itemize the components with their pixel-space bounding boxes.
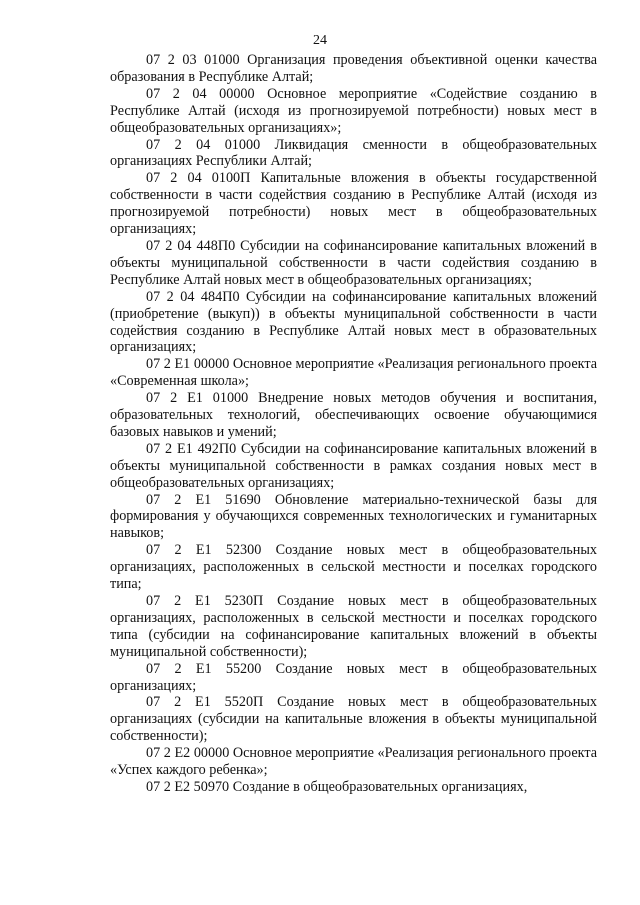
page-number: 24 — [313, 33, 327, 48]
paragraph: 07 2 04 00000 Основное мероприятие «Содействие созданию в Республике Алтай (исходя из прогнозируемой потребности) новых мест в общеобразовательных организациях»; — [110, 85, 597, 136]
paragraph: 07 2 E1 5520П Создание новых мест в общеобразовательных организациях (субсидии на капитальные вложения в объекты муниципальной собственности); — [110, 694, 597, 745]
paragraph: 07 2 04 0100П Капитальные вложения в объекты государственной собственности в части содействия созданию в Республике Алтай (исходя из прогнозируемой потребности) новых мест в общеобразовательных организациях; — [110, 170, 597, 238]
paragraph: 07 2 E1 51690 Обновление материально-технической базы для формирования у обучающихся современных технологических и гуманитарных навыков; — [110, 491, 597, 542]
paragraph: 07 2 E1 5230П Создание новых мест в общеобразовательных организациях, расположенных в сельской местности и поселках городского типа (субсидии на софинансирование капитальных вложений в объекты муниципальной собственности); — [110, 593, 597, 660]
paragraph: 07 2 03 01000 Организация проведения объективной оценки качества образования в Республике Алтай; — [110, 52, 597, 85]
paragraph: 07 2 E1 00000 Основное мероприятие «Реализация регионального проекта «Современная школа»; — [110, 356, 597, 390]
paragraph: 07 2 E1 55200 Создание новых мест в общеобразовательных организациях; — [110, 660, 597, 694]
paragraph: 07 2 04 01000 Ликвидация сменности в общеобразовательных организациях Республики Алтай; — [110, 136, 597, 170]
paragraph: 07 2 E1 01000 Внедрение новых методов обучения и воспитания, образовательных технологий, обеспечивающих освоение обучающимися базовых навыков и умений; — [110, 390, 597, 440]
document-body — [110, 52, 597, 796]
paragraph: 07 2 E2 50970 Создание в общеобразовательных организациях, — [146, 778, 528, 795]
paragraph: 07 2 04 484П0 Субсидии на софинансирование капитальных вложений (приобретение (выкуп)) в объекты муниципальной собственности в части содействия созданию в Республике Алтай новых мест в образовательных организациях; — [110, 288, 597, 356]
paragraph: 07 2 E2 00000 Основное мероприятие «Реализация регионального проекта «Успех каждого ребенка»; — [110, 745, 597, 779]
paragraph: 07 2 E1 52300 Создание новых мест в общеобразовательных организациях, расположенных в сельской местности и поселках городского типа; — [110, 542, 597, 593]
paragraph: 07 2 04 448П0 Субсидии на софинансирование капитальных вложений в объекты муниципальной собственности в части содействия созданию в Республике Алтай новых мест в общеобразовательных организациях; — [110, 237, 597, 288]
paragraph: 07 2 E1 492П0 Субсидии на софинансирование капитальных вложений в объекты муниципальной собственности в рамках создания новых мест в общеобразовательных организациях; — [110, 440, 597, 491]
